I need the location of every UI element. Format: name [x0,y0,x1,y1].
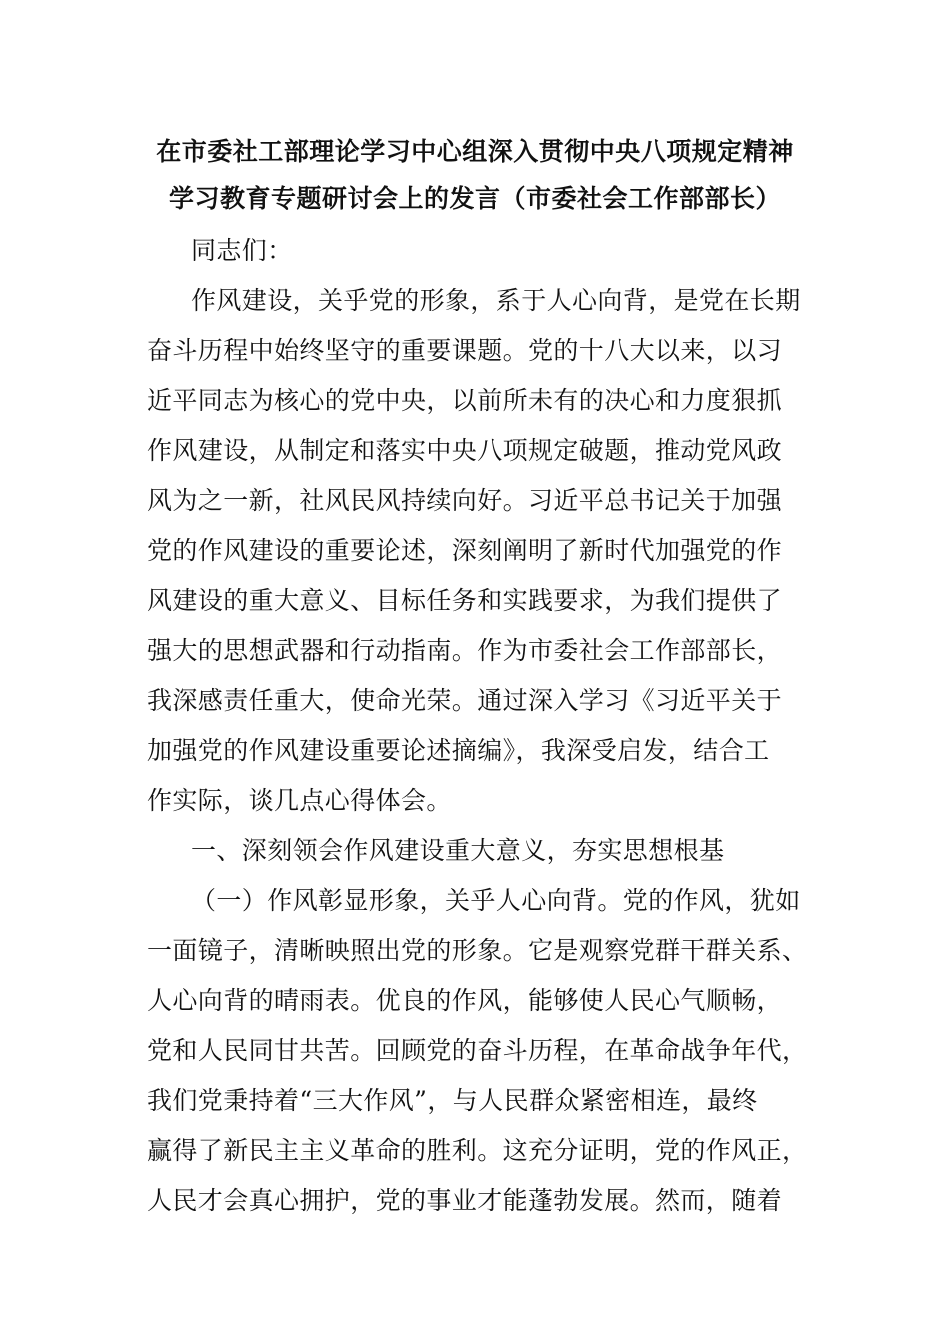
paragraph-line: 一面镜子，清晰映照出党的形象。它是观察党群干群关系、 [147,936,808,965]
paragraph-line: 作实际，谈几点心得体会。 [147,786,452,815]
document-title-line-2: 学习教育专题研讨会上的发言（市委社会工作部部长） [168,184,781,213]
paragraph-line: 风为之一新，社风民风持续向好。习近平总书记关于加强 [147,486,783,515]
paragraph-line: 人心向背的晴雨表。优良的作风，能够使人民心气顺畅， [147,986,783,1015]
paragraph-line: 党和人民同甘共苦。回顾党的奋斗历程，在革命战争年代， [147,1036,808,1065]
paragraph-line: 近平同志为核心的党中央，以前所未有的决心和力度狠抓 [147,386,783,415]
section-heading-line: 一、深刻领会作风建设重大意义，夯实思想根基 [191,836,725,865]
paragraph-line: 我们党秉持着“三大作风”，与人民群众紧密相连，最终 [147,1086,758,1115]
paragraph-section-1-1 [147,876,807,1226]
paragraph-line: 加强党的作风建设重要论述摘编》，我深受启发，结合工 [147,736,770,765]
section-heading-1 [147,826,807,876]
paragraph-line: 我深感责任重大，使命光荣。通过深入学习《习近平关于 [147,686,783,715]
paragraph-line: 作风建设，关乎党的形象，系于人心向背，是党在长期 [191,286,801,315]
paragraph-line: 奋斗历程中始终坚守的重要课题。党的十八大以来，以习 [147,336,783,365]
paragraph-intro [147,276,807,826]
greeting: 同志们： [191,236,293,265]
paragraph-line: 赢得了新民主主义革命的胜利。这充分证明，党的作风正， [147,1136,808,1165]
paragraph-line: 党的作风建设的重要论述，深刻阐明了新时代加强党的作 [147,536,783,565]
document-body [147,226,807,1226]
paragraph-line: （一）作风彰显形象，关乎人心向背。党的作风，犹如 [191,886,801,915]
paragraph-line: 作风建设，从制定和落实中央八项规定破题，推动党风政 [147,436,783,465]
paragraph-line: 人民才会真心拥护，党的事业才能蓬勃发展。然而，随着 [147,1186,783,1215]
paragraph-line: 风建设的重大意义、目标任务和实践要求，为我们提供了 [147,586,783,615]
paragraph-line: 强大的思想武器和行动指南。作为市委社会工作部部长， [147,636,783,665]
document-title-line-1: 在市委社工部理论学习中心组深入贯彻中央八项规定精神 [156,137,794,166]
